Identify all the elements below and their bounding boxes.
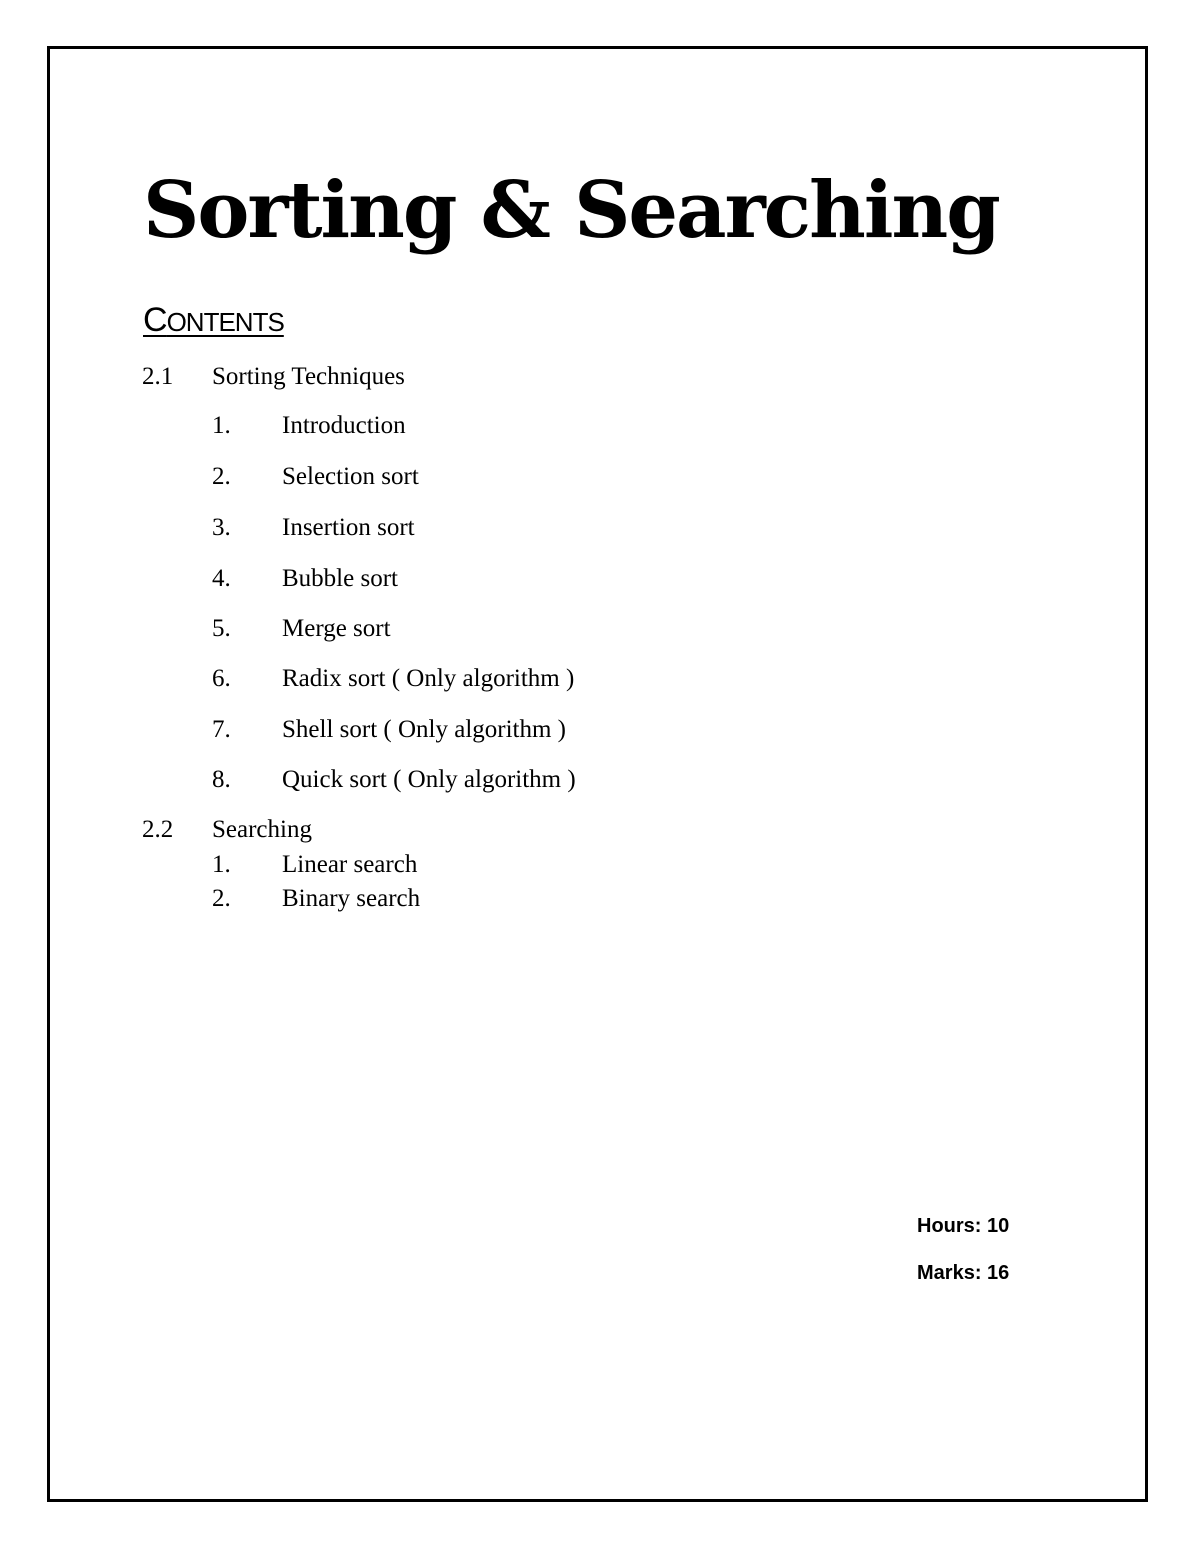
item-label: Selection sort — [282, 463, 419, 490]
item-number: 1. — [212, 412, 231, 439]
item-number: 2. — [212, 885, 231, 912]
contents-heading-rest: ONTENTS — [166, 307, 284, 337]
contents-heading — [143, 303, 284, 337]
item-label: Merge sort — [282, 615, 391, 642]
section-number: 2.1 — [142, 363, 174, 390]
item-label: Insertion sort — [282, 514, 415, 541]
item-number: 5. — [212, 615, 231, 642]
item-number: 2. — [212, 463, 231, 490]
marks-label: Marks: 16 — [917, 1262, 1010, 1284]
item-label: Introduction — [282, 412, 406, 439]
document-title: Sorting & Searching — [143, 165, 999, 256]
item-label: Radix sort ( Only algorithm ) — [282, 665, 575, 692]
item-label: Binary search — [282, 885, 421, 912]
item-label: Quick sort ( Only algorithm ) — [282, 766, 576, 793]
item-number: 4. — [212, 565, 231, 592]
contents-heading-initial: C — [143, 301, 167, 339]
item-number: 1. — [212, 851, 231, 878]
section-number: 2.2 — [142, 816, 174, 843]
item-label: Bubble sort — [282, 565, 398, 592]
item-number: 7. — [212, 716, 231, 743]
section-label: Searching — [212, 816, 312, 843]
section-label: Sorting Techniques — [212, 363, 405, 390]
item-number: 3. — [212, 514, 231, 541]
item-label: Linear search — [282, 851, 418, 878]
item-number: 6. — [212, 665, 231, 692]
item-number: 8. — [212, 766, 231, 793]
hours-label: Hours: 10 — [917, 1215, 1010, 1237]
item-label: Shell sort ( Only algorithm ) — [282, 716, 566, 743]
